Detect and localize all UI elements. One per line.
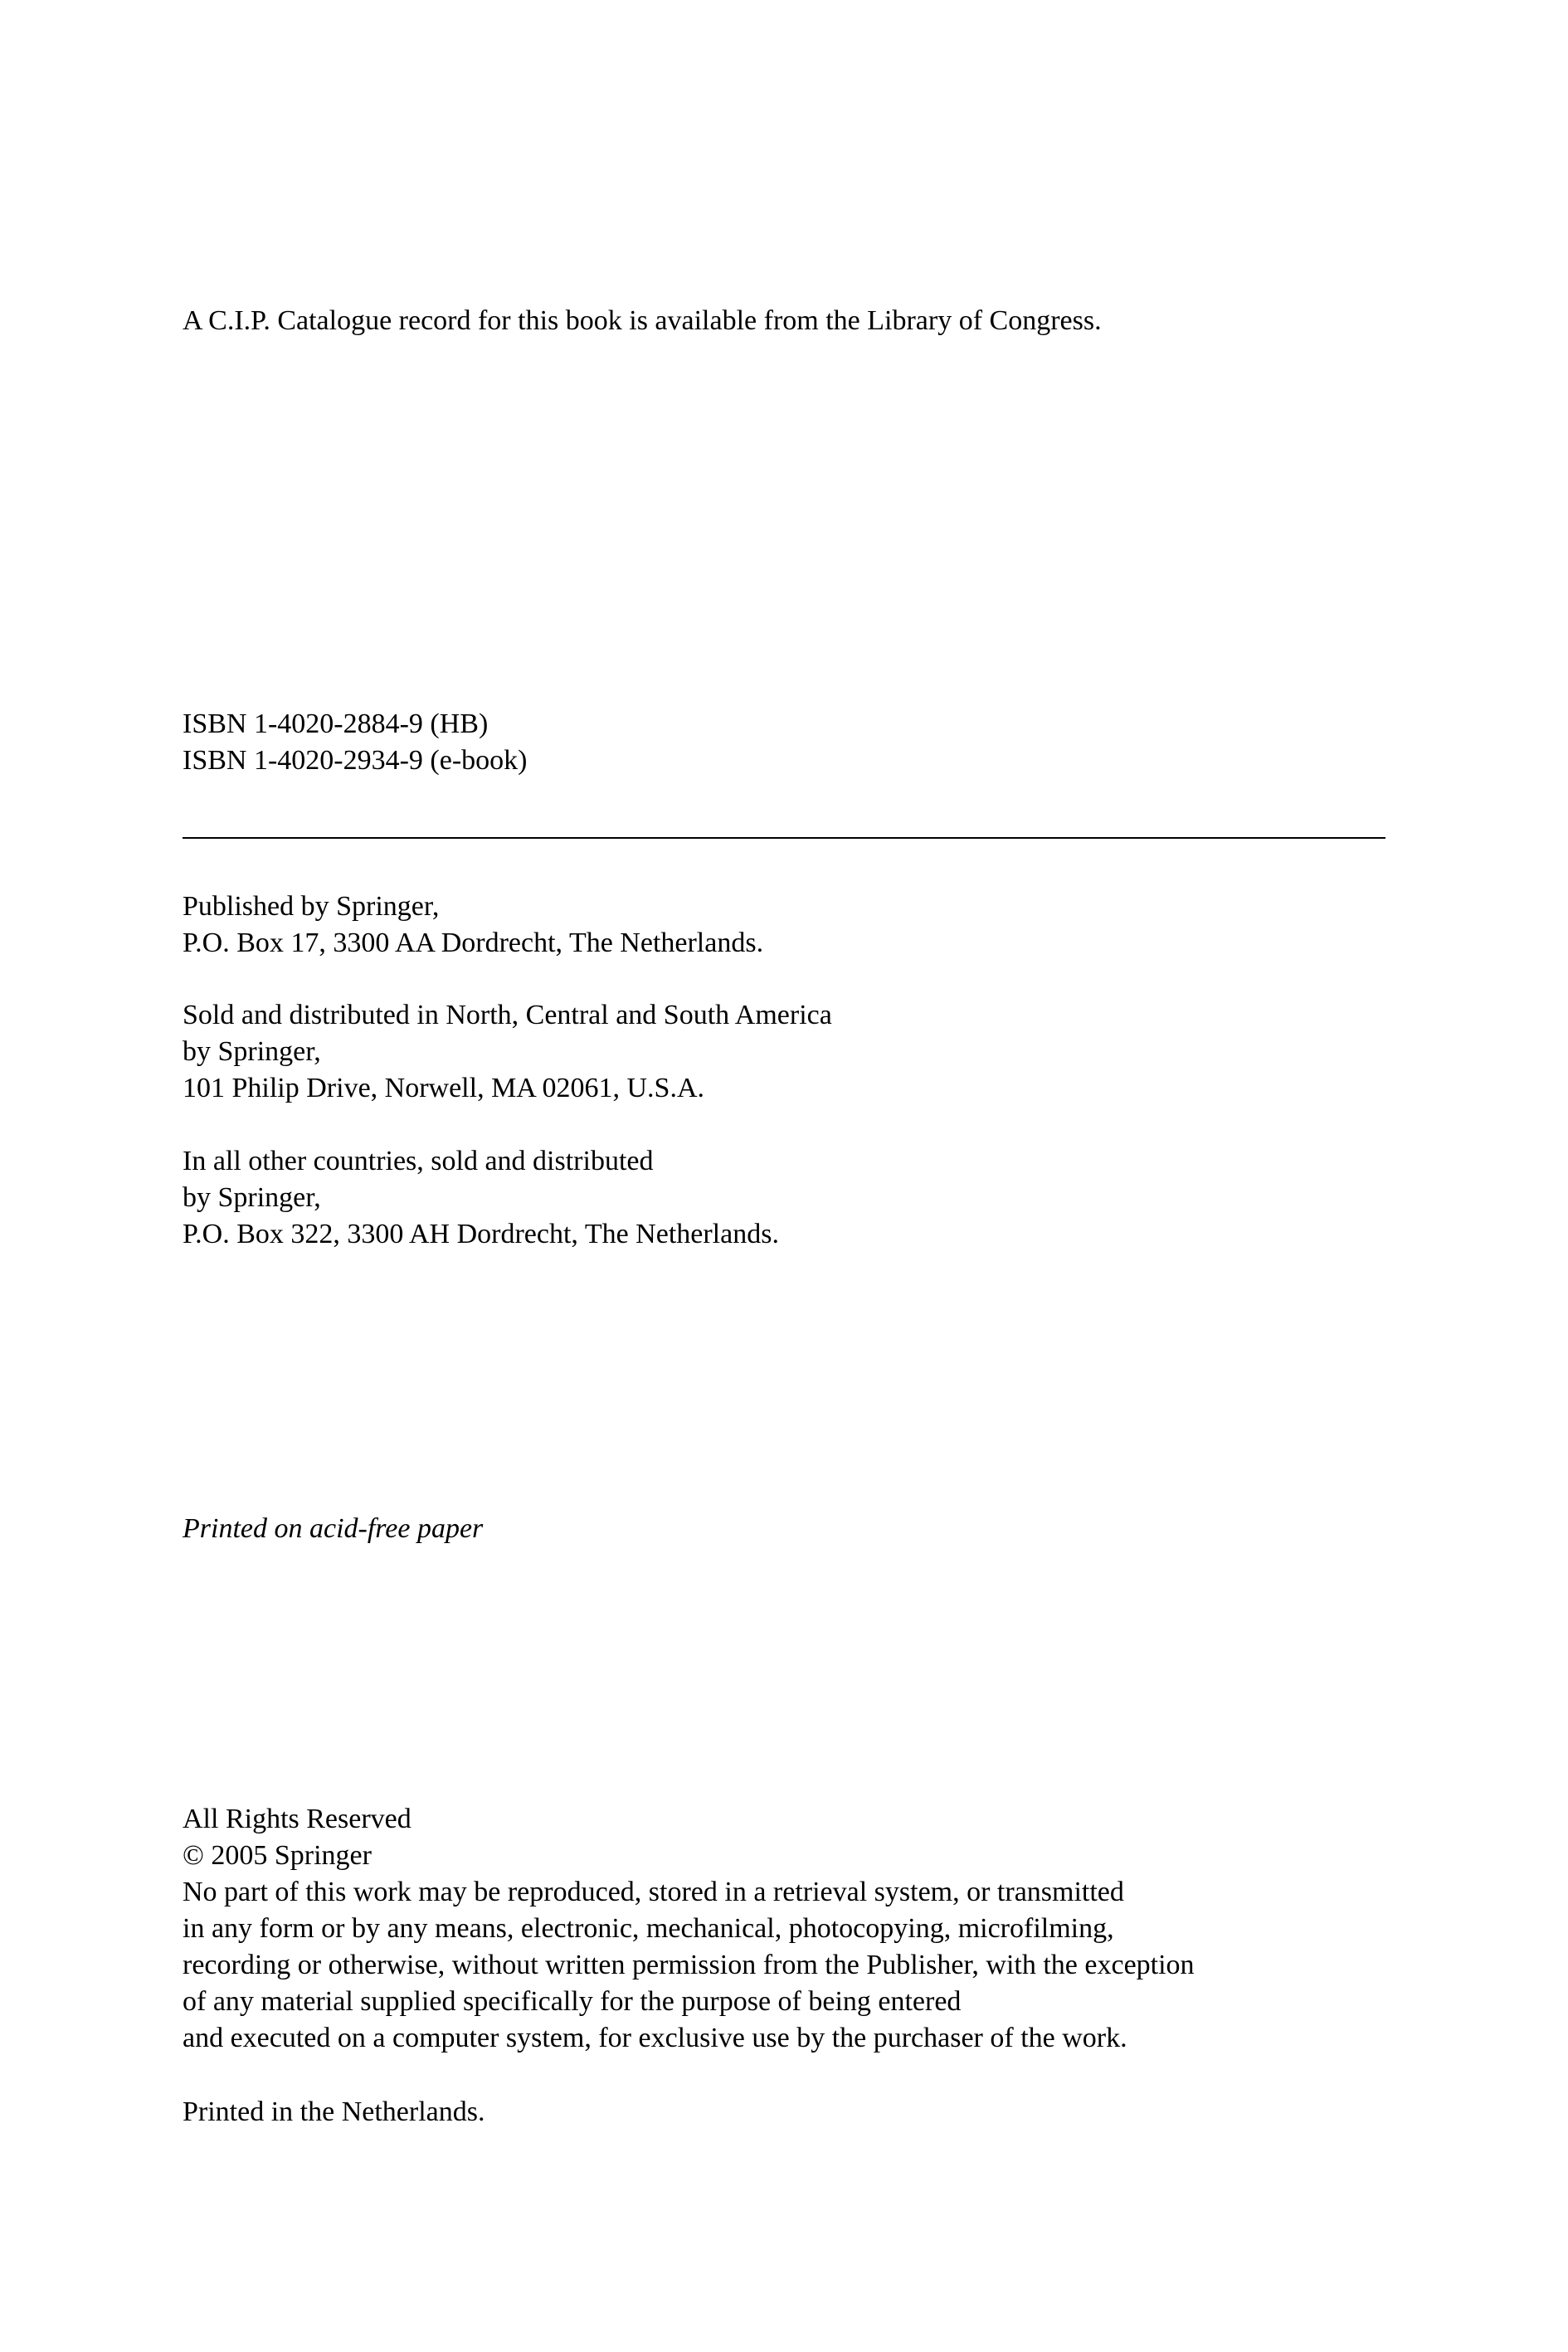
acid-free-paper-note: Printed on acid-free paper [183,1513,484,1544]
rights-text-line-3: recording or otherwise, without written permission from the Publisher, with the exception [183,1950,1195,1980]
americas-distribution-line-2: by Springer, [183,1036,321,1067]
copyright-notice: © 2005 Springer [183,1840,372,1871]
other-distribution-line-2: by Springer, [183,1182,321,1213]
rights-text-line-4: of any material supplied specifically for the purpose of being entered [183,1986,962,2017]
publisher-address: P.O. Box 17, 3300 AA Dordrecht, The Netherlands. [183,928,764,958]
americas-distribution-address: 101 Philip Drive, Norwell, MA 02061, U.S.A. [183,1073,704,1103]
rights-reserved: All Rights Reserved [183,1804,411,1834]
rights-block [183,1801,1195,2057]
other-distribution-address: P.O. Box 322, 3300 AH Dordrecht, The Netherlands. [183,1219,779,1249]
isbn-ebook: ISBN 1-4020-2934-9 (e-book) [183,745,528,776]
paper-note-block [183,1511,483,1547]
cip-record-text: A C.I.P. Catalogue record for this book is available from the Library of Congress. [183,305,1102,336]
americas-distribution-line-1: Sold and distributed in North, Central and South America [183,1000,832,1030]
other-distribution-line-1: In all other countries, sold and distributed [183,1146,654,1176]
publisher-block [183,889,763,962]
rights-text-line-2: in any form or by any means, electronic, mechanical, photocopying, microfilming, [183,1913,1114,1944]
americas-distribution-block [183,997,832,1107]
rights-text-line-5: and executed on a computer system, for exclusive use by the purchaser of the work. [183,2023,1127,2053]
printed-in-text: Printed in the Netherlands. [183,2096,485,2127]
rights-text-line-1: No part of this work may be reproduced, stored in a retrieval system, or transmitted [183,1877,1124,1907]
isbn-hardback: ISBN 1-4020-2884-9 (HB) [183,709,489,739]
horizontal-divider [183,837,1385,839]
isbn-block [183,706,528,779]
publisher-name: Published by Springer, [183,891,440,922]
other-distribution-block [183,1143,779,1253]
printed-in-block [183,2094,485,2130]
cip-record-block [183,303,1102,339]
